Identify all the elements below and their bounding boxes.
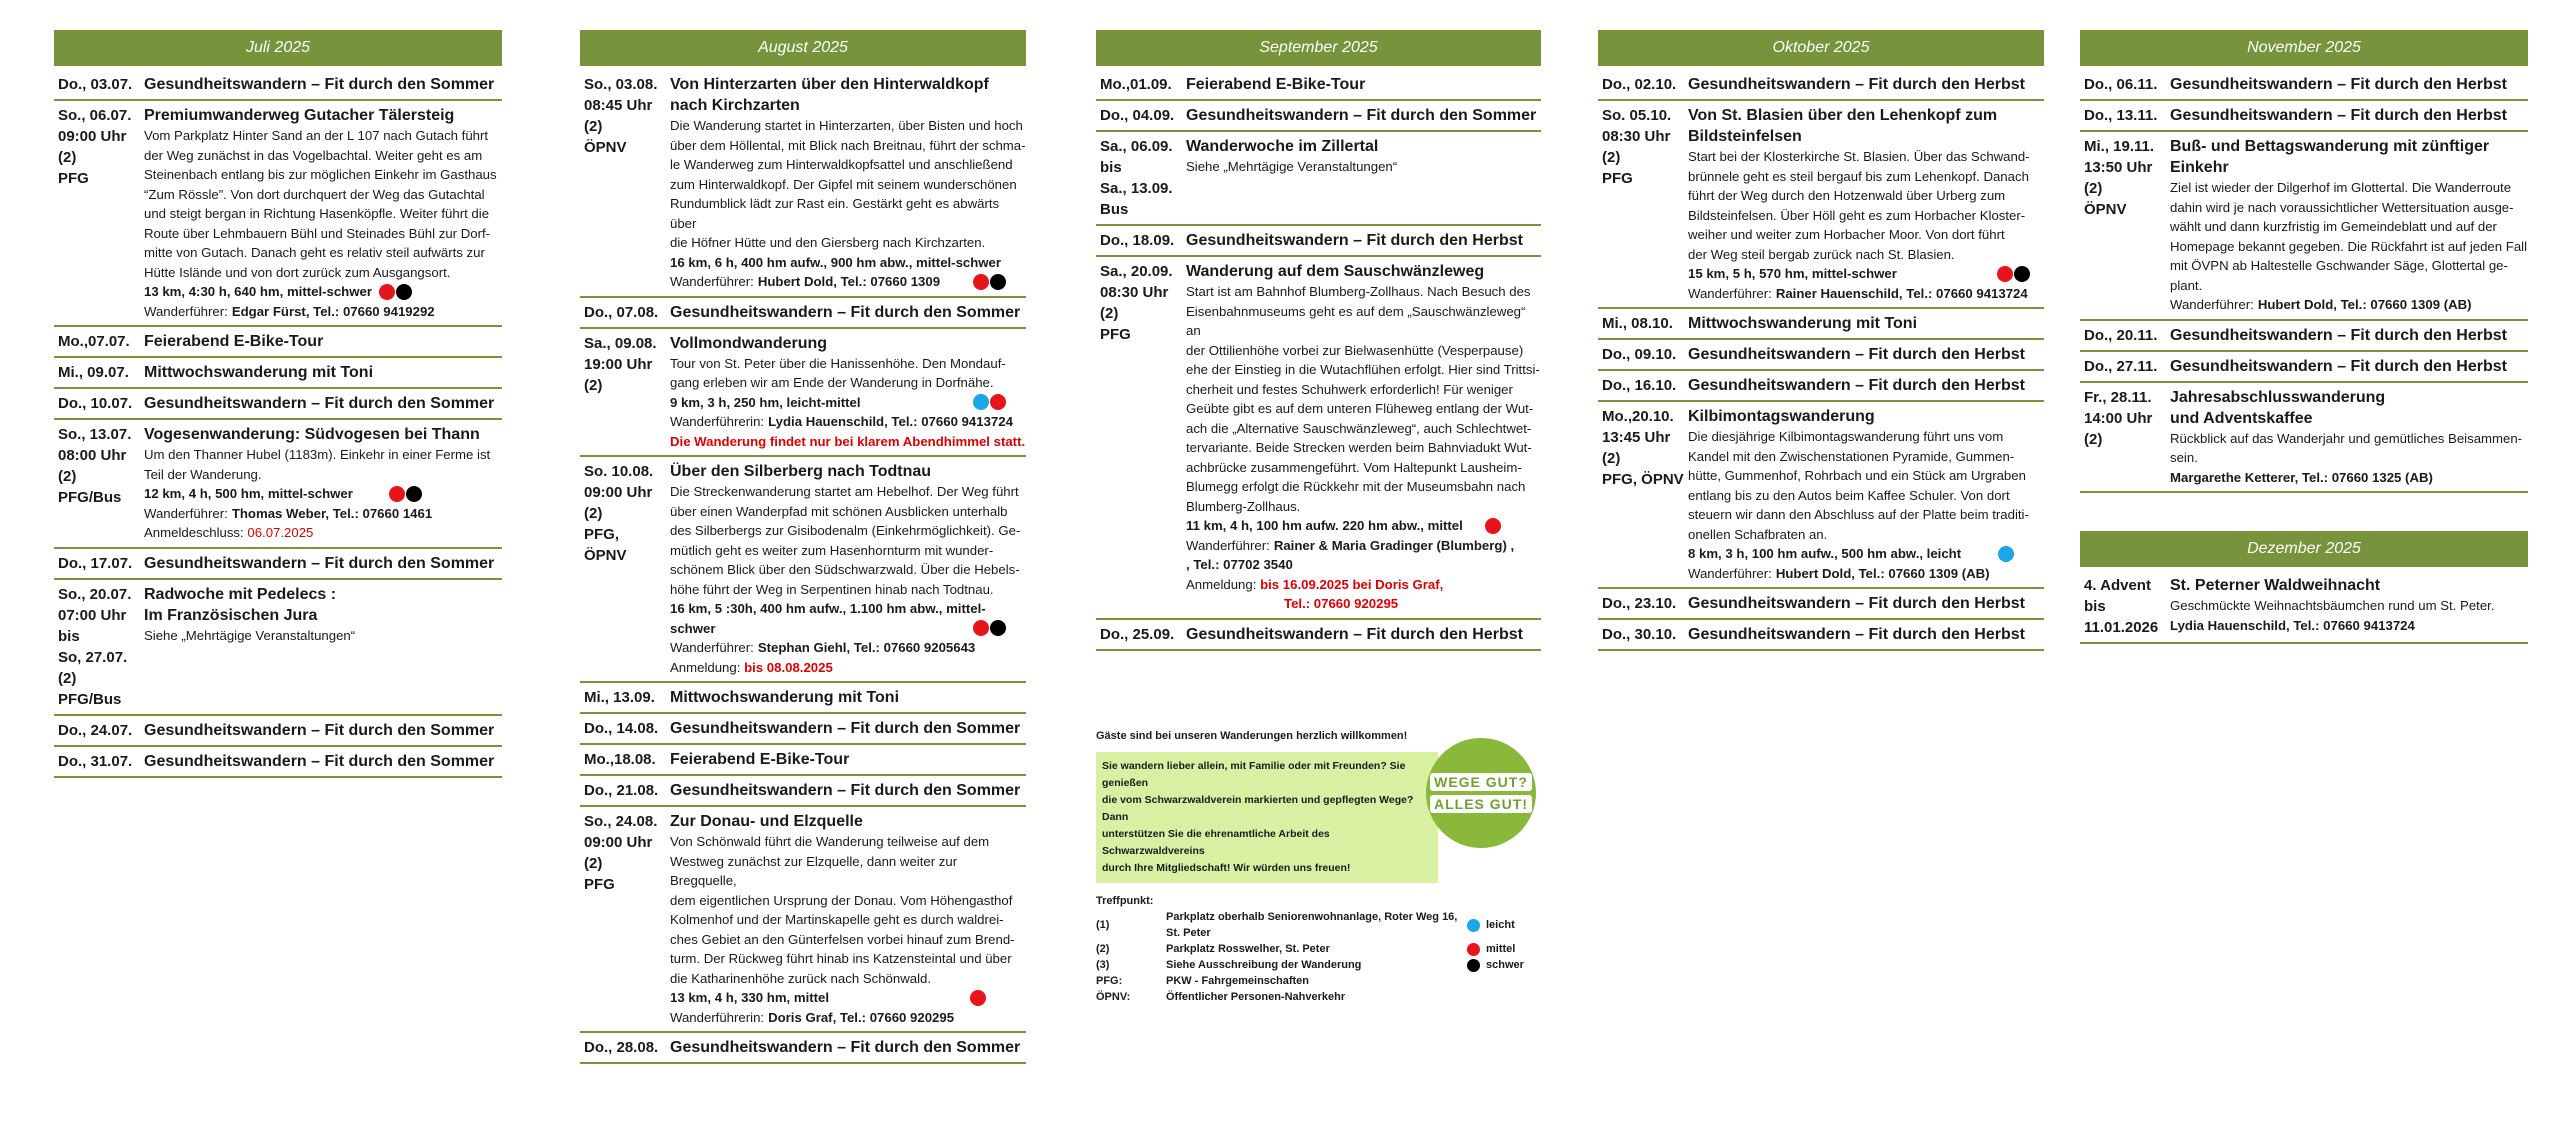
column-november: [2080, 30, 2528, 644]
event-date: Do., 30.10.: [1602, 626, 1677, 643]
event-title: Vollmondwanderung: [670, 334, 828, 352]
event-subtitle: und Adventskaffee: [2170, 409, 2313, 427]
event-row: [54, 389, 502, 420]
event-row: [1598, 589, 2044, 620]
event-row: [1598, 620, 2044, 651]
event-title: Gesundheitswandern – Fit durch den Herbst: [2170, 357, 2507, 375]
meeting-point-legend: [1096, 893, 1546, 1005]
event-stats: 11 km, 4 h, 100 hm aufw. 220 hm abw., mittel: [1186, 516, 1541, 536]
event-title: Gesundheitswandern – Fit durch den Sommer: [144, 76, 495, 93]
event-title: Gesundheitswandern – Fit durch den Sommer: [1186, 107, 1537, 124]
weather-warning: Die Wanderung findet nur bei klarem Abendhimmel statt.: [670, 433, 1026, 449]
month-header-oktober: Oktober 2025: [1598, 30, 2044, 66]
event-row: [54, 70, 502, 101]
event-row: [580, 329, 1026, 458]
event-row: [54, 747, 502, 778]
event-row: [580, 776, 1026, 807]
event-row: [580, 807, 1026, 1033]
event-row: [580, 298, 1026, 329]
event-row: [2080, 321, 2528, 352]
event-title: Gesundheitswandern – Fit durch den Sommer: [670, 303, 1021, 321]
event-date: Do., 09.10.: [1602, 346, 1677, 363]
event-row: [580, 745, 1026, 776]
event-title: Feierabend E-Bike-Tour: [1186, 76, 1366, 93]
event-date: Do., 17.07.: [58, 554, 133, 572]
event-date: Do., 04.09.: [1100, 107, 1175, 124]
event-title: Gesundheitswandern – Fit durch den Herbst: [1688, 626, 2025, 643]
event-row: [580, 70, 1026, 298]
event-description: Start bei der Klosterkirche St. Blasien. Über das Schwand- brünnele geht es steil bergauf bis zum Lehenkopf. Danach führt der Weg durch den Hotzenwald über Urberg zum Bildsteinfelsen. Über Höll geht es zum Horbacher Kloster- weiher und weiter zum Horbacher Moor. Von dort führt der Weg steil bergab zurück nach St. Blasien.: [1688, 149, 2030, 262]
event-date: Do., 25.09.: [1100, 625, 1175, 643]
event-leader: Wanderführer: Stephan Giehl, Tel.: 07660 9205643: [670, 640, 976, 655]
difficulty-mittel-dot: [990, 394, 1006, 410]
event-title: Vogesenwanderung: Südvogesen bei Thann: [144, 426, 480, 443]
event-date: So., 24.08. 09:00 Uhr (2) PFG: [584, 813, 658, 893]
event-date: So., 20.07. 07:00 Uhr bis So, 27.07. (2) PFG/Bus: [58, 585, 132, 708]
event-row: [1598, 309, 2044, 340]
event-stats: 16 km, 5 :30h, 400 hm aufw., 1.100 hm abw., mittel-: [670, 601, 986, 616]
event-leader: Wanderführerin: Lydia Hauenschild, Tel.: 07660 9413724: [670, 414, 1013, 429]
event-row: [54, 358, 502, 389]
event-title: Feierabend E-Bike-Tour: [144, 333, 324, 350]
event-title: Zur Donau- und Elzquelle: [670, 813, 863, 830]
event-date: So., 13.07. 08:00 Uhr (2) PFG/Bus: [58, 426, 132, 506]
event-title: Gesundheitswandern – Fit durch den Sommer: [144, 554, 495, 572]
difficulty-mittel-dot: [973, 274, 989, 290]
month-header-november: November 2025: [2080, 30, 2528, 66]
event-date: Do., 16.10.: [1602, 377, 1677, 394]
event-description: Start ist am Bahnhof Blumberg-Zollhaus. Nach Besuch des Eisenbahnmuseums geht es auf dem „Sauschwänzleweg“ an der Ottilienhöhe vorbei zur Bielwasenhütte (Vesperpause) ehe der Einstieg in die Wutachflühen erfolgt. Hier sind Trittsi- cherheit und festes Schuhwerk erforderlich! Für weniger Geübte gibt es auf dem unteren Flüheweg entlang der Wut- ach die „Alternative Sauschwänzleweg“, auch Schlechtwet- tervariante. Beide Strecken werden beim Bahnviadukt Wut- achbrücke zusammengeführt. Vom Haltepunkt Lausheim- Blumegg erfolgt die Rückkehr mit der Museumsbahn nach Blumberg-Zollhaus.: [1186, 284, 1540, 514]
difficulty-schwer-dot: [990, 274, 1006, 290]
event-stats-continued: schwer: [670, 619, 1026, 639]
badge-text: WEGE GUT?: [1430, 773, 1532, 791]
event-leader: Wanderführer: Thomas Weber, Tel.: 07660 1461: [144, 505, 433, 521]
event-stats: 13 km, 4:30 h, 640 hm, mittel-schwer: [144, 282, 502, 302]
legend-row: (3) Siehe Ausschreibung der Wanderung schwer: [1096, 959, 1524, 971]
event-title: Radwoche mit Pedelecs :: [144, 585, 337, 603]
event-title: Gesundheitswandern – Fit durch den Herbst: [1688, 76, 2025, 93]
event-description: Die diesjährige Kilbimontagswanderung führt uns vom Kandel mit den Zwischenstationen Pyramide, Gummen- hütte, Gummenhof, Rohrbach und ein Stück am Urgraben entlang bis zu den Autos beim Kaffee Schuler. Von dort steuern wir dann den Abschluss auf der Platte beim traditi- onellen Schafbraten an.: [1688, 429, 2029, 542]
event-title: Gesundheitswandern – Fit durch den Herbst: [1186, 232, 1523, 249]
event-row: [580, 1033, 1026, 1064]
difficulty-mittel-dot: [973, 620, 989, 636]
event-date: Mo.,20.10. 13:45 Uhr (2) PFG, ÖPNV: [1602, 408, 1684, 488]
event-subtitle: Im Französischen Jura: [144, 606, 318, 624]
registration-deadline: Anmeldung: bis 16.09.2025 bei Doris Graf,: [1186, 576, 1444, 592]
event-stats: 9 km, 3 h, 250 hm, leicht-mittel: [670, 393, 1026, 413]
event-title: Von Hinterzarten über den Hinterwaldkopf nach Kirchzarten: [670, 76, 989, 114]
event-leader: Wanderführer: Rainer Hauenschild, Tel.: 07660 9413724: [1688, 285, 2028, 301]
difficulty-schwer-dot: [396, 284, 412, 300]
event-date: Mo.,18.08.: [584, 751, 656, 768]
event-title: Feierabend E-Bike-Tour: [670, 751, 850, 768]
event-row: [580, 457, 1026, 683]
difficulty-mittel-dot: [389, 486, 405, 502]
event-row: [54, 327, 502, 358]
legend-row: ÖPNV: Öffentlicher Personen-Nahverkehr: [1096, 991, 1346, 1003]
membership-box: Sie wandern lieber allein, mit Familie oder mit Freunden? Sie genießen die vom Schwarzwaldverein markierten und gepflegten Wege? Dann unterstützen Sie die ehrenamtliche Arbeit des Schwarzwaldvereins durch Ihre Mitgliedschaft! Wir würden uns freuen!: [1096, 752, 1438, 883]
info-section: [1096, 728, 1546, 1005]
difficulty-mittel-dot: [379, 284, 395, 300]
column-august: [580, 30, 1026, 1064]
month-header-juli: Juli 2025: [54, 30, 502, 66]
difficulty-leicht-dot: [1467, 919, 1480, 932]
event-title: Gesundheitswandern – Fit durch den Herbst: [1688, 377, 2025, 394]
event-description: Rückblick auf das Wanderjahr und gemütliches Beisammen- sein.: [2170, 430, 2523, 465]
event-title: Gesundheitswandern – Fit durch den Herbst: [2170, 326, 2507, 344]
event-title: Mittwochswanderung mit Toni: [1688, 315, 1918, 332]
event-title: Gesundheitswandern – Fit durch den Herbst: [1186, 625, 1523, 643]
event-title: Gesundheitswandern – Fit durch den Herbst: [1688, 346, 2025, 363]
event-date: Mi., 08.10.: [1602, 315, 1673, 332]
event-date: Sa., 20.09. 08:30 Uhr (2) PFG: [1100, 263, 1173, 343]
event-row: [1598, 101, 2044, 309]
column-september: [1096, 30, 1541, 651]
legend-row: (2) Parkplatz Rosswelher, St. Peter mittel: [1096, 943, 1516, 955]
event-leader: Wanderführerin: Doris Graf, Tel.: 07660 920295: [670, 1009, 955, 1025]
welcome-heading: Gäste sind bei unseren Wanderungen herzlich willkommen!: [1096, 730, 1408, 742]
event-title: Wanderung auf dem Sauschwänzleweg: [1186, 263, 1485, 280]
difficulty-schwer-dot: [990, 620, 1006, 636]
event-row: [54, 420, 502, 549]
difficulty-mittel-dot: [970, 990, 986, 1006]
event-date: So., 06.07. 09:00 Uhr (2) PFG: [58, 107, 132, 187]
column-oktober: [1598, 30, 2044, 651]
event-row: [1096, 101, 1541, 132]
event-date: So., 03.08. 08:45 Uhr (2) ÖPNV: [584, 76, 658, 156]
event-title: Gesundheitswandern – Fit durch den Sommer: [144, 752, 495, 770]
event-stats: 12 km, 4 h, 500 hm, mittel-schwer: [144, 484, 502, 504]
event-row: [1096, 620, 1541, 651]
event-date: Do., 28.08.: [584, 1039, 659, 1056]
event-title: Gesundheitswandern – Fit durch den Herbst: [1688, 595, 2025, 612]
event-date: Do., 06.11.: [2084, 76, 2158, 93]
event-stats: 8 km, 3 h, 100 hm aufw., 500 hm abw., leicht: [1688, 544, 2044, 564]
event-date: Mi., 09.07.: [58, 364, 129, 381]
event-title: Mittwochswanderung mit Toni: [144, 364, 374, 381]
difficulty-schwer-dot: [1467, 959, 1480, 972]
event-date: Mo.,07.07.: [58, 333, 130, 350]
event-date: Mi., 19.11. 13:50 Uhr (2) ÖPNV: [2084, 138, 2155, 218]
event-row: [54, 549, 502, 580]
event-date: Do., 18.09.: [1100, 232, 1175, 249]
legend-row: PFG: PKW - Fahrgemeinschaften: [1096, 975, 1310, 987]
difficulty-schwer-dot: [2014, 266, 2030, 282]
event-date: So. 05.10. 08:30 Uhr (2) PFG: [1602, 107, 1672, 187]
event-leader: Margarethe Ketterer, Tel.: 07660 1325 (AB): [2170, 469, 2433, 485]
event-leader: Wanderführer: Edgar Fürst, Tel.: 07660 9419292: [144, 303, 435, 319]
event-title: Über den Silberberg nach Todtnau: [670, 463, 932, 480]
registration-deadline: Anmeldung: bis 08.08.2025: [670, 659, 833, 675]
event-date: Mi., 13.09.: [584, 689, 655, 706]
event-title: Gesundheitswandern – Fit durch den Sommer: [670, 1039, 1021, 1056]
event-date: Do., 27.11.: [2084, 357, 2158, 375]
event-row: [54, 580, 502, 716]
event-description: Von Schönwald führt die Wanderung teilweise auf dem Westweg zunächst zur Elzquelle, dann weiter zur Bregquelle, dem eigentlichen Ursprung der Donau. Vom Höhengasthof Kolmenhof und der Martinskapelle geht es durch waldrei- ches Gebiet an den Günterfelsen vorbei hinauf zum Brend- turm. Der Rückweg führt hinab ins Katzensteintal und über die Katharinenhöhe zurück nach Schönwald.: [670, 834, 1015, 986]
month-header-august: August 2025: [580, 30, 1026, 66]
event-description: Die Streckenwanderung startet am Hebelhof. Der Weg führt über einen Wanderpfad mit schönen Ausblicken unterhalb des Silberbergs zur Gisibodenalm (Einkehrmöglichkeit). Ge- mütlich geht es weiter zum Hasenhornturm mit wunder- schönem Blick über den Südschwarzwald. Über die Hebels- höhe führt der Weg in Serpentinen hinab nach Todtnau.: [670, 484, 1021, 597]
meeting-title: Treffpunkt:: [1096, 895, 1154, 907]
event-title: Mittwochswanderung mit Toni: [670, 689, 900, 706]
event-date: Do., 31.07.: [58, 752, 133, 770]
event-date: Do., 13.11.: [2084, 107, 2158, 124]
event-date: Do., 14.08.: [584, 720, 659, 737]
event-leader: Wanderführer: Hubert Dold, Tel.: 07660 1309 (AB): [1688, 565, 1990, 581]
event-row: [1096, 226, 1541, 257]
event-title: Wanderwoche im Zillertal: [1186, 138, 1379, 155]
registration-deadline: Anmeldeschluss: 06.07.2025: [144, 525, 314, 540]
event-row: [54, 101, 502, 327]
difficulty-mittel-dot: [1485, 518, 1501, 534]
event-row: [54, 716, 502, 747]
event-row: [2080, 101, 2528, 132]
event-note: Siehe „Mehrtägige Veranstaltungen“: [144, 627, 356, 643]
event-date: Do., 21.08.: [584, 782, 659, 799]
event-title: Gesundheitswandern – Fit durch den Sommer: [144, 395, 495, 412]
event-row: [2080, 70, 2528, 101]
event-row: [580, 714, 1026, 745]
difficulty-schwer-dot: [406, 486, 422, 502]
event-stats: 13 km, 4 h, 330 hm, mittel: [670, 988, 1026, 1008]
event-title: St. Peterner Waldweihnacht: [2170, 577, 2381, 594]
event-row: [2080, 571, 2528, 644]
event-phone: , Tel.: 07702 3540: [1186, 557, 1293, 572]
event-stats: 15 km, 5 h, 570 hm, mittel-schwer: [1688, 264, 2044, 284]
legend-row: (1) Parkplatz oberhalb Seniorenwohnanlage, Roter Weg 16, St. Peter leicht: [1096, 911, 1515, 939]
event-date: Sa., 06.09. bis Sa., 13.09. Bus: [1100, 138, 1173, 218]
badge-text: ALLES GUT!: [1430, 795, 1532, 813]
event-date: Do., 07.08.: [584, 303, 659, 321]
event-title: Jahresabschlusswanderung: [2170, 388, 2386, 406]
event-date: Sa., 09.08. 19:00 Uhr (2): [584, 334, 657, 394]
event-row: [1598, 70, 2044, 101]
event-title: Gesundheitswandern – Fit durch den Herbst: [2170, 76, 2507, 93]
event-date: Do., 20.11.: [2084, 326, 2158, 344]
event-row: [2080, 352, 2528, 383]
column-juli: [54, 30, 502, 778]
event-title: Gesundheitswandern – Fit durch den Sommer: [144, 721, 495, 739]
event-title: Gesundheitswandern – Fit durch den Sommer: [670, 720, 1021, 737]
event-title: Premiumwanderweg Gutacher Tälersteig: [144, 107, 455, 124]
event-description: Die Wanderung startet in Hinterzarten, über Bisten und hoch über dem Höllental, mit Blick nach Breitnau, führt der schma- le Wanderweg zum Hinterwaldkopfsattel und anschließend zum Hinterwaldkopf. Der Gipfel mit seinem wunderschönen Rundumblick lädt zur Rast ein. Gestärkt geht es abwärts über die Höfner Hütte und den Giersberg nach Kirchzarten.: [670, 118, 1026, 250]
event-description: Ziel ist wieder der Dilgerhof im Glottertal. Die Wanderroute dahin wird je nach voraussichtlicher Wettersituation ausge- wählt und dann kurzfristig im Gemeindeblatt und auf der Homepage bekannt gegeben. Die Rückfahrt ist auf jeden Fall mit ÖVPN ab Haltestelle Gschwander Säge, Glottertal ge- plant.: [2170, 180, 2528, 293]
event-row: [2080, 132, 2528, 321]
event-title: Gesundheitswandern – Fit durch den Sommer: [670, 782, 1021, 799]
event-description: Vom Parkplatz Hinter Sand an der L 107 nach Gutach führt der Weg zunächst in das Vogelbachtal. Weiter geht es am Steinenbach entlang bis zur möglichen Einkehr im Gasthaus “Zum Rössle”. Von dort durchquert der Weg das Gutachtal und steigt bergan in Richtung Hasenköpfle. Weiter führt die Route über Lehmbauern Bühl und Steinades Bühl zur Dorf- mitte von Gutach. Danach geht es relativ steil aufwärts zur Hütte Islände und von dort zurück zum Ausgangsort.: [144, 128, 497, 280]
event-description: Geschmückte Weihnachtsbäumchen rund um St. Peter.: [2170, 598, 2495, 613]
event-title: Von St. Blasien über den Lehenkopf zum Bildsteinfelsen: [1688, 107, 1998, 145]
event-date: So. 10.08. 09:00 Uhr (2) PFG, ÖPNV: [584, 463, 654, 564]
event-date: 4. Advent bis 11.01.2026: [2084, 577, 2159, 636]
event-title: Kilbimontagswanderung: [1688, 408, 1875, 425]
event-row: [1096, 132, 1541, 226]
difficulty-leicht-dot: [1998, 546, 2014, 562]
event-row: [1096, 70, 1541, 101]
event-leader: Wanderführer: Hubert Dold, Tel.: 07660 1309: [670, 272, 1026, 292]
event-date: Do., 10.07.: [58, 395, 133, 412]
month-header-dezember: Dezember 2025: [2080, 531, 2528, 567]
event-date: Do., 02.10.: [1602, 76, 1677, 93]
difficulty-mittel-dot: [1467, 943, 1480, 956]
month-header-september: September 2025: [1096, 30, 1541, 66]
event-date: Do., 03.07.: [58, 76, 133, 93]
event-date: Fr., 28.11. 14:00 Uhr (2): [2084, 388, 2153, 448]
event-row: [1096, 257, 1541, 620]
event-date: Mo.,01.09.: [1100, 76, 1172, 93]
difficulty-mittel-dot: [1997, 266, 2013, 282]
event-date: Do., 23.10.: [1602, 595, 1677, 612]
event-leader: Wanderführer: Hubert Dold, Tel.: 07660 1309 (AB): [2170, 297, 2472, 312]
event-row: [2080, 383, 2528, 494]
difficulty-leicht-dot: [973, 394, 989, 410]
event-row: [1598, 371, 2044, 402]
event-note: Siehe „Mehrtägige Veranstaltungen“: [1186, 159, 1398, 174]
event-leader: Wanderführer: Rainer & Maria Gradinger (Blumberg) ,: [1186, 537, 1515, 553]
registration-phone: Tel.: 07660 920295: [1284, 596, 1399, 611]
event-row: [1598, 340, 2044, 371]
event-title: Gesundheitswandern – Fit durch den Herbst: [2170, 107, 2507, 124]
event-row: [580, 683, 1026, 714]
event-title: Buß- und Bettagswanderung mit zünftiger Einkehr: [2170, 138, 2490, 176]
event-leader: Lydia Hauenschild, Tel.: 07660 9413724: [2170, 617, 2415, 633]
event-row: [1598, 402, 2044, 589]
event-stats: 16 km, 6 h, 400 hm aufw., 900 hm abw., mittel-schwer: [670, 254, 1002, 270]
event-description: Um den Thanner Hubel (1183m). Einkehr in einer Ferme ist Teil der Wanderung.: [144, 447, 491, 482]
wege-gut-badge: [1426, 738, 1536, 848]
event-date: Do., 24.07.: [58, 721, 133, 739]
event-description: Tour von St. Peter über die Hanissenhöhe. Den Mondauf- gang erleben wir am Ende der Wanderung in Dorfnähe.: [670, 355, 1006, 390]
